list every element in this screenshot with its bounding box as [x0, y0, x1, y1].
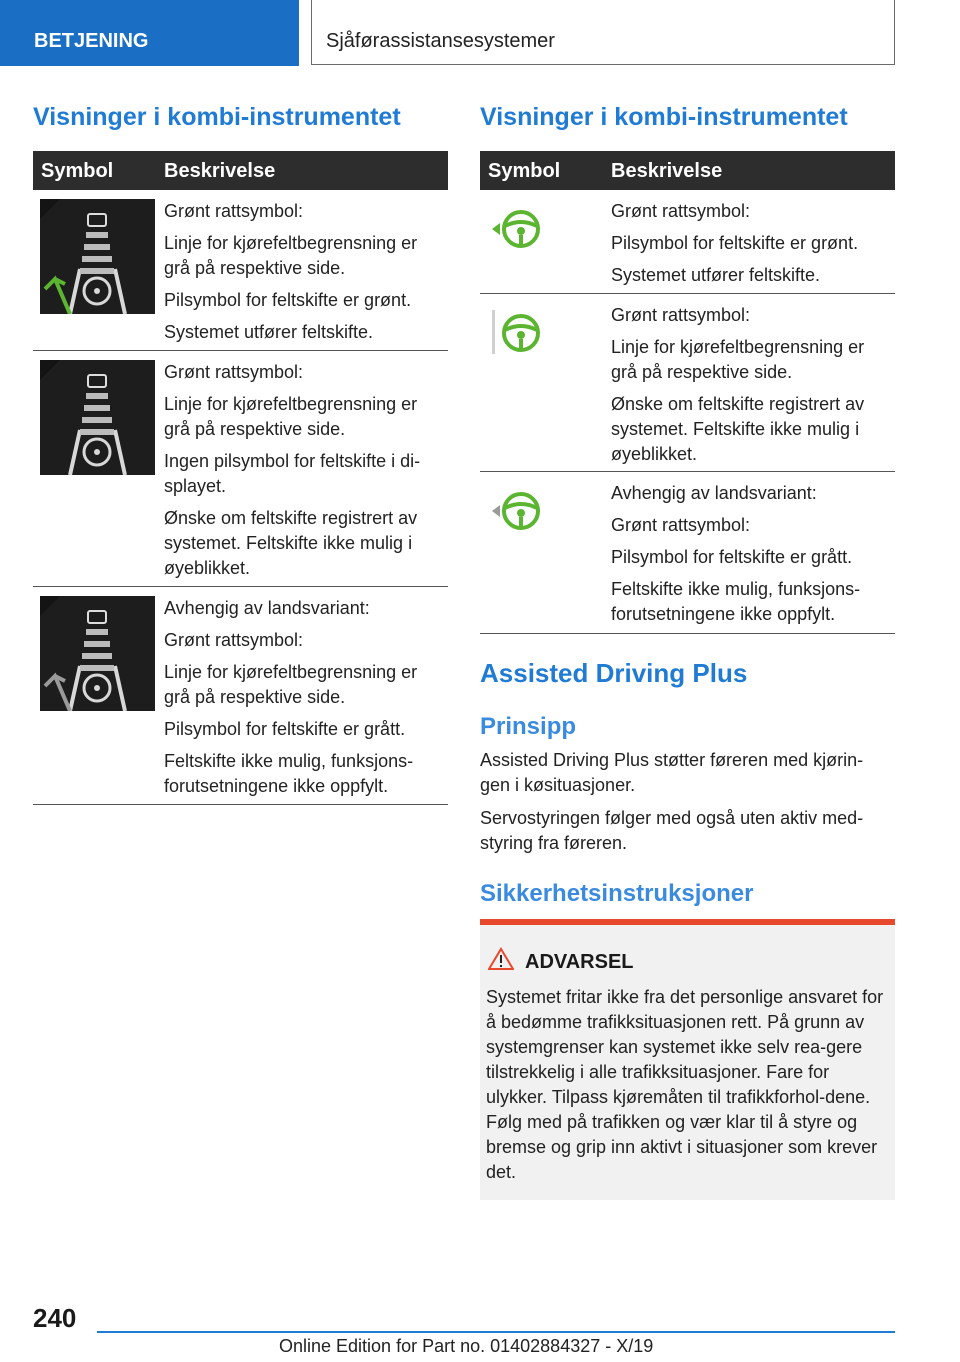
lane-marking-screen-icon: [40, 360, 155, 475]
section-header: [311, 0, 895, 65]
left-section-title: Visninger i kombi-instrumentet: [33, 103, 401, 131]
desc-line: Pilsymbol for feltskifte er grått.: [164, 719, 406, 739]
warning-box: [480, 919, 895, 1200]
desc-line: Ønske om feltskifte registrert av systemet. Feltskifte ikke mulig i øyeblikket.: [164, 508, 418, 578]
desc-line: Linje for kjørefeltbegrensning er grå på respektive side.: [164, 394, 418, 439]
desc-line: Avhengig av landsvariant:: [164, 598, 370, 618]
right-section-title: Visninger i kombi-instrumentet: [480, 103, 848, 131]
desc-line: Ingen pilsymbol for feltskifte i di-splayet.: [164, 451, 421, 496]
table-row: [33, 587, 448, 805]
principle-paragraph-2: Servostyringen følger med også uten aktiv med-styring fra føreren.: [480, 808, 864, 853]
lane-change-left-arrow-green-screen-icon: [40, 199, 155, 314]
chapter-label: BETJENING: [34, 30, 149, 52]
footer-divider: [97, 1331, 895, 1333]
table-row: [33, 190, 448, 351]
desc-line: Avhengig av landsvariant:: [611, 483, 817, 503]
desc-line: Pilsymbol for feltskifte er grått.: [611, 547, 853, 567]
steering-wheel-green-arrow-icon: [490, 204, 550, 259]
safety-title: Sikkerhetsinstruksjoner: [480, 880, 754, 907]
table-row: [480, 472, 895, 634]
left-col-desc: Beskrivelse: [164, 160, 276, 182]
desc-line: Linje for kjørefeltbegrensning er grå på respektive side.: [611, 337, 865, 382]
row-description: [611, 199, 891, 295]
row-description: [164, 199, 444, 352]
table-row: [480, 190, 895, 294]
principle-title: Prinsipp: [480, 713, 577, 740]
steering-wheel-grey-arrow-icon: [490, 486, 550, 541]
section-heading-assisted-driving: Assisted Driving Plus: [480, 658, 748, 688]
row-description: [164, 596, 444, 806]
lane-change-left-arrow-grey-screen-icon: [40, 596, 155, 711]
warning-triangle-icon: [488, 947, 514, 976]
page-number: 240: [33, 1303, 77, 1333]
principle-paragraph-1: Assisted Driving Plus støtter føreren med kjørin-gen i køsituasjoner.: [480, 750, 864, 795]
row-description: [164, 360, 444, 588]
steering-wheel-lane-line-icon: [490, 308, 550, 363]
desc-line: Linje for kjørefeltbegrensning er grå på respektive side.: [164, 233, 418, 278]
desc-line: Grønt rattsymbol:: [611, 515, 751, 535]
desc-line: Pilsymbol for feltskifte er grønt.: [164, 290, 412, 310]
desc-line: Linje for kjørefeltbegrensning er grå på respektive side.: [164, 662, 418, 707]
right-col-symbol: Symbol: [488, 160, 561, 182]
row-description: [611, 481, 891, 634]
desc-line: Feltskifte ikke mulig, funksjons-forutsetningene ikke oppfylt.: [164, 751, 414, 796]
table-row: [480, 294, 895, 472]
right-col-desc: Beskrivelse: [611, 160, 723, 182]
row-description: [611, 303, 891, 474]
desc-line: Grønt rattsymbol:: [611, 201, 751, 221]
section-label: Sjåførassistansesystemer: [326, 30, 555, 52]
desc-line: Grønt rattsymbol:: [611, 305, 751, 325]
desc-line: Pilsymbol for feltskifte er grønt.: [611, 233, 859, 253]
desc-line: Feltskifte ikke mulig, funksjons-forutsetningene ikke oppfylt.: [611, 579, 861, 624]
desc-line: Grønt rattsymbol:: [164, 362, 304, 382]
chapter-tab: [0, 0, 299, 66]
left-table-header: [33, 151, 448, 190]
desc-line: Ønske om feltskifte registrert av systemet. Feltskifte ikke mulig i øyeblikket.: [611, 394, 865, 464]
desc-line: Grønt rattsymbol:: [164, 630, 304, 650]
warning-title: ADVARSEL: [525, 951, 634, 973]
desc-line: Grønt rattsymbol:: [164, 201, 304, 221]
right-table-header: [480, 151, 895, 190]
left-col-symbol: Symbol: [41, 160, 114, 182]
desc-line: Systemet utfører feltskifte.: [164, 322, 374, 342]
footer-edition: Online Edition for Part no. 01402884327 - X/19: [279, 1336, 654, 1356]
table-row: [33, 351, 448, 587]
desc-line: Systemet utfører feltskifte.: [611, 265, 821, 285]
warning-text: Systemet fritar ikke fra det personlige ansvaret for å bedømme trafikksituasjonen rett. På grunn av systemgrenser kan systemet ikke selv rea-gere tilstrekkelig i alle trafikksituasjoner. Fare for ulykker. Tilpass kjøremåten til trafikkforhol-dene. Følg med på trafikken og vær klar til å styre og bremse og grip inn aktivt i situasjoner som krever det.: [486, 987, 884, 1182]
